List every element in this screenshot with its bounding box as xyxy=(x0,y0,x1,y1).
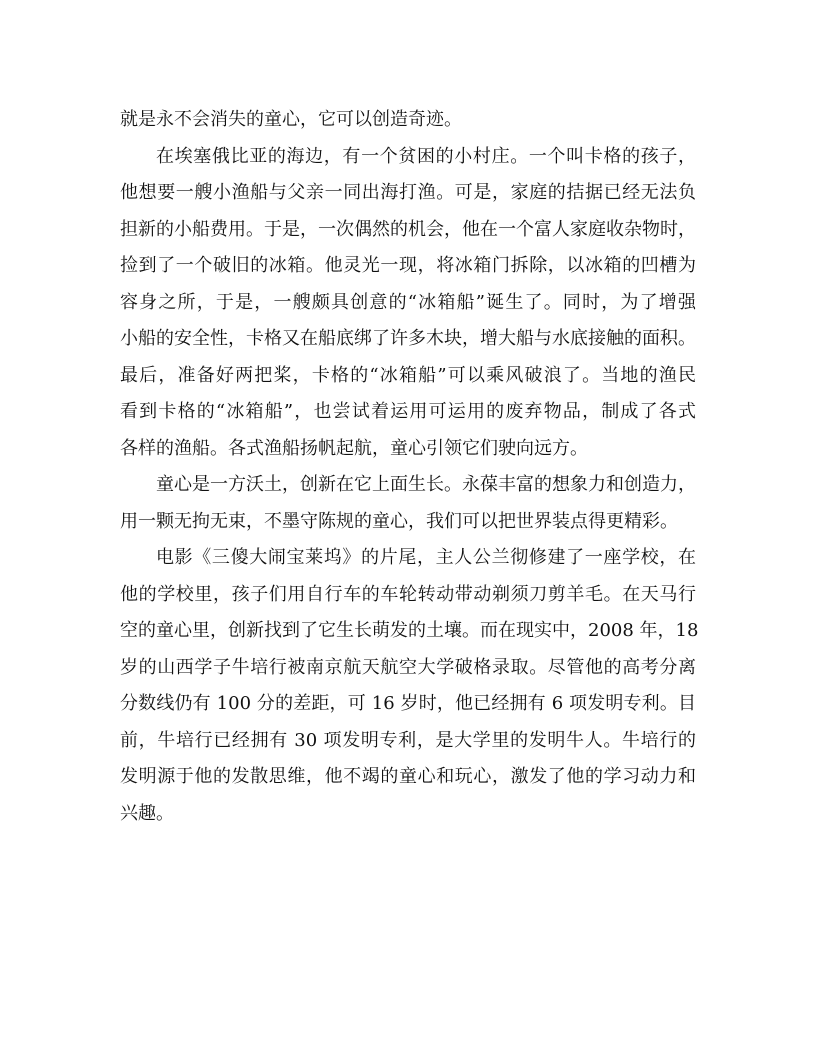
text-line: 他的学校里，孩子们用自行车的车轮转动带动剃须刀剪羊毛。在天马行 xyxy=(120,583,696,605)
text-line: 在埃塞俄比亚的海边，有一个贫困的小村庄。一个叫卡格的孩子， xyxy=(156,145,696,167)
text-line: 电影《三傻大闹宝莱坞》的片尾，主人公兰彻修建了一座学校，在 xyxy=(156,547,696,568)
text-line: 小船的安全性，卡格又在船底绑了许多木块，增大船与水底接触的面积。 xyxy=(120,328,696,349)
text-line: 看到卡格的“冰箱船”，也尝试着运用可运用的废弃物品，制成了各式 xyxy=(120,401,696,422)
text-line: 担新的小船费用。于是，一次偶然的机会，他在一个富人家庭收杂物时， xyxy=(120,218,696,240)
text-line: 前，牛培行已经拥有 30 项发明专利，是大学里的发明牛人。牛培行的 xyxy=(120,729,696,751)
text-line: 他想要一艘小渔船与父亲一同出海打渔。可是，家庭的拮据已经无法负 xyxy=(120,182,696,203)
text-line: 用一颗无拘无束，不墨守陈规的童心，我们可以把世界装点得更精彩。 xyxy=(120,510,678,532)
text-line: 就是永不会消失的童心，它可以创造奇迹。 xyxy=(120,109,462,130)
text-line: 空的童心里，创新找到了它生长萌发的土壤。而在现实中，2008 年，18 xyxy=(120,620,699,641)
text-line: 容身之所，于是，一艘颇具创意的“冰箱船”诞生了。同时，为了增强 xyxy=(120,291,696,313)
text-line: 捡到了一个破旧的冰箱。他灵光一现，将冰箱门拆除，以冰箱的凹槽为 xyxy=(120,255,696,276)
text-line: 各样的渔船。各式渔船扬帆起航，童心引领它们驶向远方。 xyxy=(120,437,588,459)
document-body xyxy=(120,102,699,832)
text-line: 最后，准备好两把桨，卡格的“冰箱船”可以乘风破浪了。当地的渔民 xyxy=(120,364,696,386)
text-line: 岁的山西学子牛培行被南京航天航空大学破格录取。尽管他的高考分离 xyxy=(120,656,696,678)
text-line: 分数线仍有 100 分的差距，可 16 岁时，他已经拥有 6 项发明专利。目 xyxy=(120,693,696,714)
text-line: 童心是一方沃土，创新在它上面生长。永葆丰富的想象力和创造力， xyxy=(156,474,696,495)
text-line: 兴趣。 xyxy=(120,802,174,824)
text-line: 发明源于他的发散思维，他不竭的童心和玩心，激发了他的学习动力和 xyxy=(120,766,696,787)
